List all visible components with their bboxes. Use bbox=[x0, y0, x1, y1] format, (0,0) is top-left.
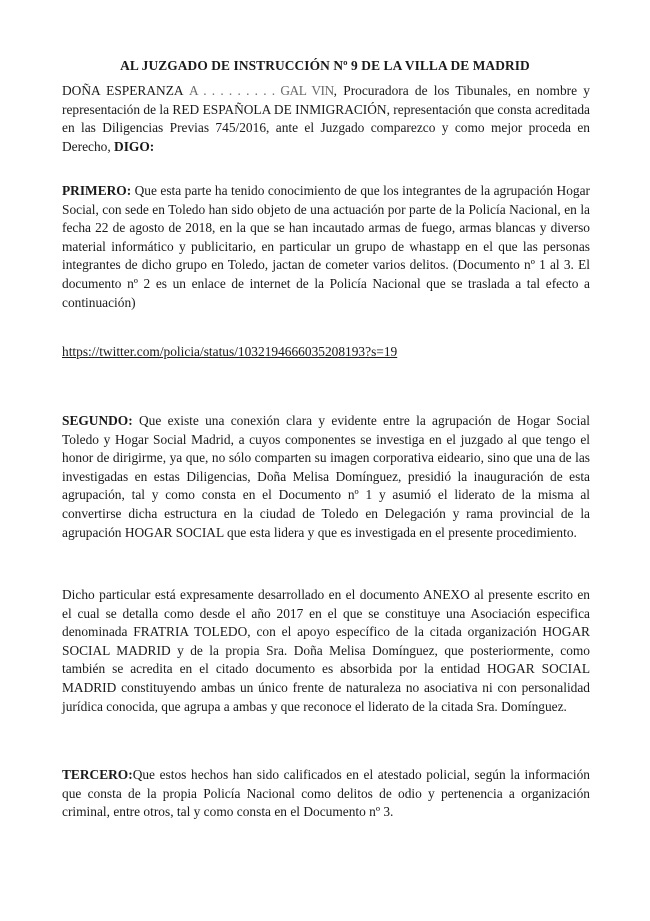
primero-paragraph bbox=[62, 182, 590, 312]
twitter-link[interactable]: https://twitter.com/policia/status/1032194666035208193?s=19 bbox=[62, 344, 398, 359]
tercero-text: Que estos hechos han sido calificados en el atestado policial, según la información que consta de la propia Policía Nacional como delitos de odio y pertenencia a organización criminal, entre otros, tal y como consta en el Documento nº 3. bbox=[62, 767, 590, 820]
primero-text: Que esta parte ha tenido conocimiento de que los integrantes de la agrupación Hogar Social, con sede en Toledo han sido objeto de una actuación por parte de la Policía Nacional, en la fecha 22 de agosto de 2018, en la que se han incautado armas de fuego, armas blancas y diverso material informático y publicitario, en particular un grupo de whastapp en el que las personas integrantes de dicho grupo en Toledo, jactan de cometer varios delitos. (Documento nº 1 al 3. El documento nº 2 es un enlace de internet de la Policía Nacional que se traslada a tal efecto a continuación) bbox=[62, 183, 590, 310]
intro-name: DOÑA ESPERANZA bbox=[62, 83, 183, 98]
tercero-paragraph bbox=[62, 766, 590, 822]
document-title: AL JUZGADO DE INSTRUCCIÓN Nº 9 DE LA VILLA DE MADRID bbox=[120, 58, 530, 73]
tercero-label: TERCERO: bbox=[62, 767, 133, 782]
segundo-label: SEGUNDO: bbox=[62, 413, 133, 428]
primero-label: PRIMERO: bbox=[62, 183, 132, 198]
intro-paragraph bbox=[62, 82, 590, 156]
dicho-text: Dicho particular está expresamente desarrollado en el documento ANEXO al presente escrito en el cual se detalla como desde el año 2017 en el que se constituye una Asociación especifica denominada FRATRIA TOLEDO, con el apoyo específico de la citada organización HOGAR SOCIAL MADRID y de la propia Sra. Doña Melisa Domínguez, que posteriormente, como también se acredita en el citado documento es absorbida por la entidad HOGAR SOCIAL MADRID constituyendo ambas un único frente de naturaleza no asociativa ni con personalidad jurídica conocida, que agrupa a ambas y que reconoce el liderato de la citada Sra. Domínguez. bbox=[62, 587, 590, 714]
dicho-paragraph bbox=[62, 586, 590, 716]
segundo-paragraph bbox=[62, 412, 590, 542]
segundo-text: Que existe una conexión clara y evidente entre la agrupación de Hogar Social Toledo y Hogar Social Madrid, a cuyos componentes se investiga en el juzgado al que tengo el honor de dirigirme, ya que, no sólo comparten su imagen corporativa eideario, sino que una de las investigadas en estas Diligencias, Doña Melisa Domínguez, presidió la inauguración de esta agrupación, tal y como consta en el Documento nº 1 y asumió el liderato de la misma al convertirse dicha estructura en la ciudad de Toledo en Delegación y rama provincial de la agrupación HOGAR SOCIAL que esta lidera y que es investigada en el presente procedimiento. bbox=[62, 413, 590, 540]
intro-text: , Procuradora de los Tibunales, en nombre y representación de la RED ESPAÑOLA DE INMIGRACIÓN, representación que consta acreditada en las Diligencias Previas 745/2016, ante el Juzgado comparezco y como mejor proceda en Derecho, bbox=[62, 83, 590, 154]
redacted-surname: A . . . . . . . . . GAL VIN bbox=[189, 83, 334, 98]
digo-label: DIGO: bbox=[114, 138, 155, 154]
